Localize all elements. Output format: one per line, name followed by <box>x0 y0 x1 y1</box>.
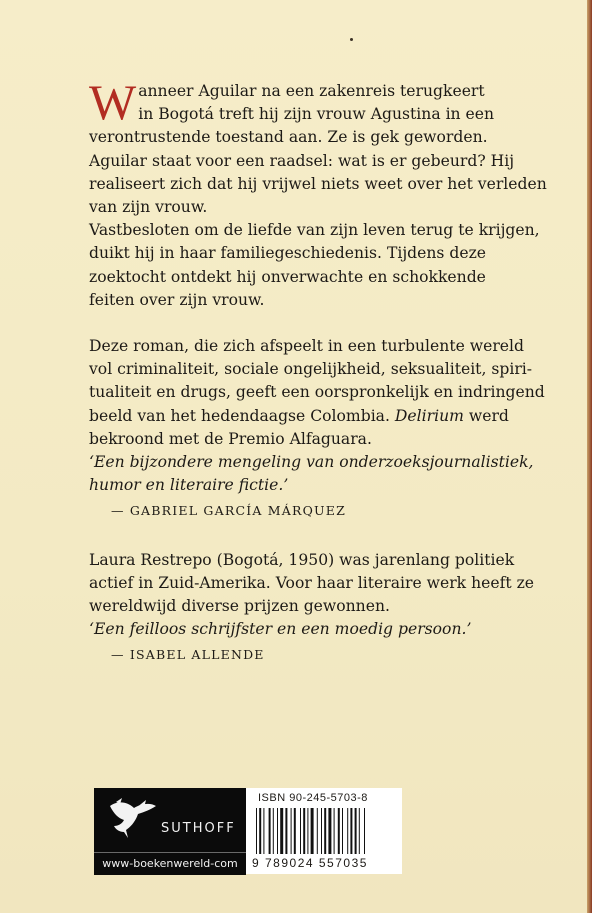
line: zoektocht ontdekt hij onverwachte en schokkende <box>89 267 486 286</box>
bird-logo-icon <box>106 796 160 842</box>
quote-1-attribution: — GABRIEL GARCÍA MÁRQUEZ <box>111 503 346 519</box>
publisher-url: www-boekenwereld-com <box>94 852 246 875</box>
line: wereldwijd diverse prijzen gewonnen. <box>89 597 390 616</box>
speck <box>350 38 353 41</box>
line: vol criminaliteit, sociale ongelijkheid, seksualiteit, spiri- <box>89 360 533 379</box>
quote-1 <box>89 451 559 497</box>
line: in Bogotá treft hij zijn vrouw Agustina in een <box>138 105 495 124</box>
line: van zijn vrouw. <box>89 198 208 217</box>
paragraph-2 <box>89 335 559 451</box>
line: beeld van het hedendaagse Colombia. <box>89 406 390 425</box>
quote-line: ‘Een bijzondere mengeling van onderzoeksjournalistiek, <box>89 453 534 472</box>
line: werd <box>463 406 509 425</box>
quote-2-attribution: — ISABEL ALLENDE <box>111 647 265 663</box>
line: feiten over zijn vrouw. <box>89 290 265 309</box>
line: Vastbesloten om de liefde van zijn leven terug te krijgen, <box>89 221 540 240</box>
barcode-icon <box>254 808 394 856</box>
line: Deze roman, die zich afspeelt in een turbulente wereld <box>89 337 524 356</box>
paragraph-1 <box>89 74 559 312</box>
line: bekroond met de Premio Alfaguara. <box>89 429 372 448</box>
drop-cap: W <box>89 74 137 130</box>
book-title: Delirium <box>394 406 464 425</box>
publisher-name: SUTHOFF <box>161 821 236 836</box>
line: actief in Zuid-Amerika. Voor haar literaire werk heeft ze <box>89 573 535 592</box>
quote-line: humor en literaire fictie.’ <box>89 476 289 495</box>
barcode-area <box>246 788 402 874</box>
line: realiseert zich dat hij vrijwel niets weet over het verleden <box>89 174 547 193</box>
barcode-number: 9 789024 557035 <box>252 856 368 870</box>
line: anneer Aguilar na een zakenreis terugkeert <box>138 82 485 100</box>
line: Aguilar staat voor een raadsel: wat is er gebeurd? Hij <box>89 151 515 170</box>
line: Laura Restrepo (Bogotá, 1950) was jarenlang politiek <box>89 550 515 569</box>
paragraph-3 <box>89 549 559 619</box>
line: tualiteit en drugs, geeft een oorspronkelijk en indringend <box>89 383 545 402</box>
isbn-label: ISBN 90-245-5703-8 <box>258 792 368 804</box>
line: verontrustende toestand aan. Ze is gek geworden. <box>89 128 488 147</box>
line: duikt hij in haar familiegeschiedenis. Tijdens deze <box>89 244 487 263</box>
blurb-text <box>89 74 559 667</box>
spine-edge <box>587 0 592 913</box>
quote-2: ‘Een feilloos schrijfster en een moedig persoon.’ <box>89 620 472 639</box>
